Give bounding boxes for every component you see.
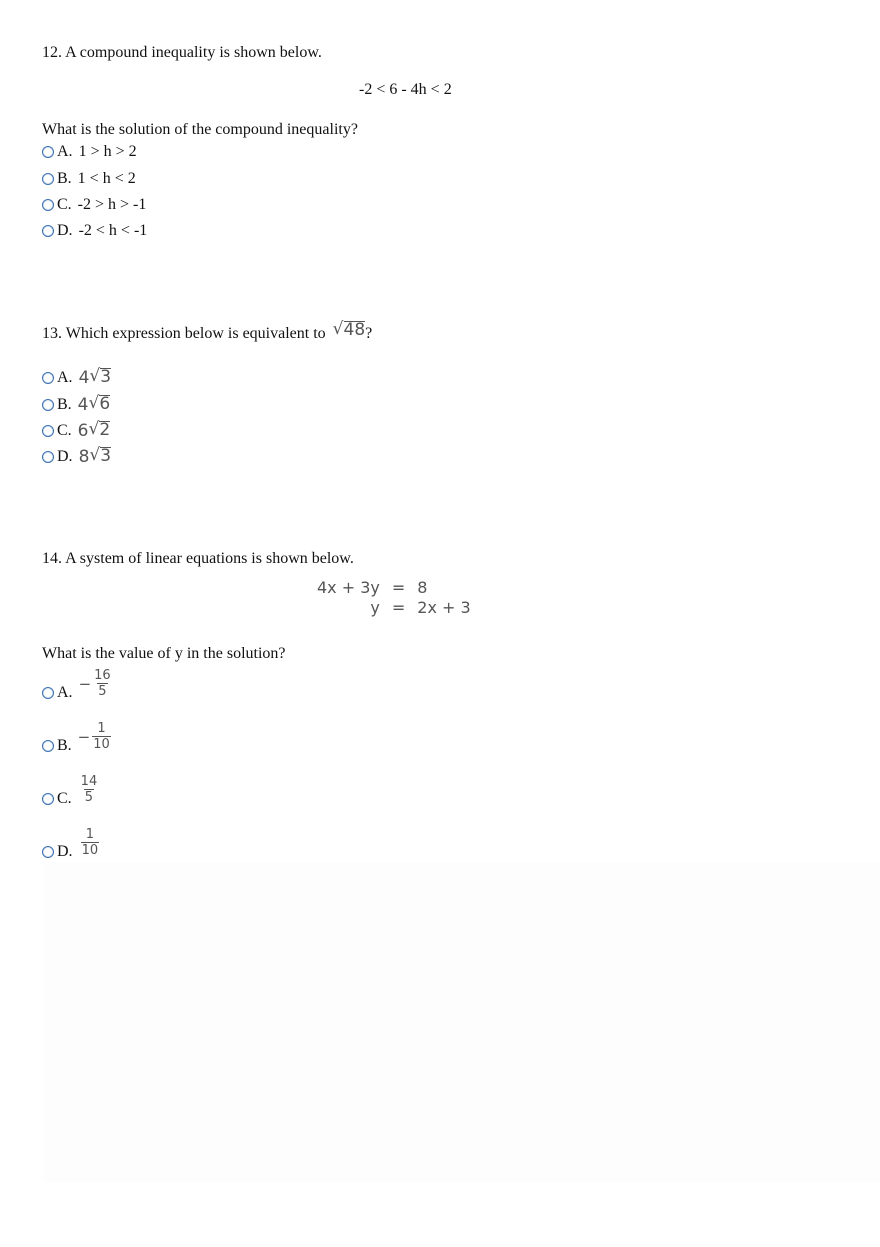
option-13-c[interactable] bbox=[42, 421, 110, 441]
option-text: 1 < h < 2 bbox=[77, 170, 136, 187]
minus-sign: − bbox=[77, 728, 91, 746]
radio-button[interactable] bbox=[42, 846, 54, 858]
equation-row bbox=[317, 598, 471, 618]
option-14-a[interactable] bbox=[42, 666, 112, 702]
coefficient: 6 bbox=[77, 421, 89, 441]
equation-right: 2x + 3 bbox=[417, 598, 471, 617]
coefficient: 4 bbox=[78, 368, 90, 388]
radical-sign: √ bbox=[332, 319, 344, 339]
option-letter: D. bbox=[57, 448, 73, 465]
denominator: 5 bbox=[98, 684, 107, 699]
radicand: 3 bbox=[100, 367, 112, 387]
radical-sign: √ bbox=[88, 393, 100, 413]
fraction bbox=[81, 828, 100, 857]
radio-button[interactable] bbox=[42, 146, 54, 158]
option-letter: D. bbox=[57, 843, 73, 860]
option-text: -2 < h < -1 bbox=[78, 222, 148, 239]
denominator: 10 bbox=[81, 843, 99, 858]
option-math bbox=[78, 775, 99, 804]
question-12-prompt: 12. A compound inequality is shown below. bbox=[42, 44, 322, 61]
option-letter: A. bbox=[57, 369, 73, 386]
option-14-d[interactable] bbox=[42, 825, 99, 861]
option-13-d[interactable] bbox=[42, 447, 111, 467]
equation-right: 8 bbox=[417, 578, 428, 597]
radio-button[interactable] bbox=[42, 199, 54, 211]
question-13-prompt-line bbox=[42, 319, 373, 343]
option-letter: C. bbox=[57, 790, 72, 807]
option-13-a[interactable] bbox=[42, 368, 111, 388]
question-14-text: What is the value of y in the solution? bbox=[42, 645, 286, 662]
equation-left: 4x + 3y bbox=[317, 578, 380, 597]
radical-sign: √ bbox=[89, 445, 101, 465]
radical-sign: √ bbox=[88, 419, 100, 439]
option-math bbox=[78, 395, 111, 415]
radio-button[interactable] bbox=[42, 740, 54, 752]
coefficient: 8 bbox=[78, 447, 90, 467]
radio-button[interactable] bbox=[42, 793, 54, 805]
option-letter: A. bbox=[57, 143, 73, 160]
option-math bbox=[78, 421, 111, 441]
option-letter: A. bbox=[57, 684, 73, 701]
option-12-c[interactable] bbox=[42, 196, 146, 214]
equation-row bbox=[317, 578, 471, 598]
option-math bbox=[78, 722, 111, 751]
option-text: 1 > h > 2 bbox=[78, 143, 137, 160]
fraction bbox=[80, 775, 99, 804]
fraction bbox=[92, 722, 111, 751]
equals-sign: = bbox=[391, 578, 406, 597]
option-14-c[interactable] bbox=[42, 772, 98, 808]
equals-sign: = bbox=[391, 598, 406, 617]
option-13-b[interactable] bbox=[42, 395, 110, 415]
radicand: 48 bbox=[343, 320, 366, 340]
option-14-b[interactable] bbox=[42, 719, 111, 755]
question-14-prompt: 14. A system of linear equations is shown below. bbox=[42, 550, 354, 567]
blank-area bbox=[44, 862, 880, 1182]
radicand: 3 bbox=[100, 446, 112, 466]
option-12-d[interactable] bbox=[42, 222, 147, 240]
denominator: 5 bbox=[84, 790, 94, 805]
numerator: 1 bbox=[85, 827, 94, 843]
radio-button[interactable] bbox=[42, 372, 54, 384]
numerator: 1 bbox=[97, 721, 106, 737]
option-letter: B. bbox=[57, 737, 72, 754]
radio-button[interactable] bbox=[42, 399, 54, 411]
minus-sign: − bbox=[78, 675, 92, 693]
option-12-b[interactable] bbox=[42, 170, 136, 188]
option-letter: D. bbox=[57, 222, 73, 239]
numerator: 14 bbox=[80, 774, 98, 790]
numerator: 16 bbox=[94, 668, 111, 684]
radio-button[interactable] bbox=[42, 225, 54, 237]
equation-system bbox=[317, 578, 471, 618]
radio-button[interactable] bbox=[42, 425, 54, 437]
inequality-expression: -2 < 6 - 4h < 2 bbox=[359, 81, 452, 98]
option-math bbox=[79, 447, 112, 467]
radicand: 6 bbox=[99, 394, 111, 414]
radical-sign: √ bbox=[89, 366, 101, 386]
option-math bbox=[79, 368, 112, 388]
option-math bbox=[79, 669, 112, 698]
fraction bbox=[93, 669, 112, 698]
option-letter: B. bbox=[57, 170, 72, 187]
option-letter: C. bbox=[57, 422, 72, 439]
coefficient: 4 bbox=[77, 395, 89, 415]
option-12-a[interactable] bbox=[42, 143, 137, 161]
radio-button[interactable] bbox=[42, 451, 54, 463]
question-13-prompt: 13. Which expression below is equivalent to bbox=[42, 325, 326, 342]
sqrt-48 bbox=[333, 321, 365, 339]
option-math bbox=[79, 828, 100, 857]
equation-left: y bbox=[370, 598, 380, 617]
option-text: -2 > h > -1 bbox=[77, 196, 147, 213]
denominator: 10 bbox=[93, 737, 110, 752]
radio-button[interactable] bbox=[42, 173, 54, 185]
radio-button[interactable] bbox=[42, 687, 54, 699]
option-letter: C. bbox=[57, 196, 72, 213]
question-12-text: What is the solution of the compound inequality? bbox=[42, 121, 358, 138]
radicand: 2 bbox=[99, 420, 111, 440]
question-13-prompt-end: ? bbox=[365, 325, 373, 342]
option-letter: B. bbox=[57, 396, 72, 413]
